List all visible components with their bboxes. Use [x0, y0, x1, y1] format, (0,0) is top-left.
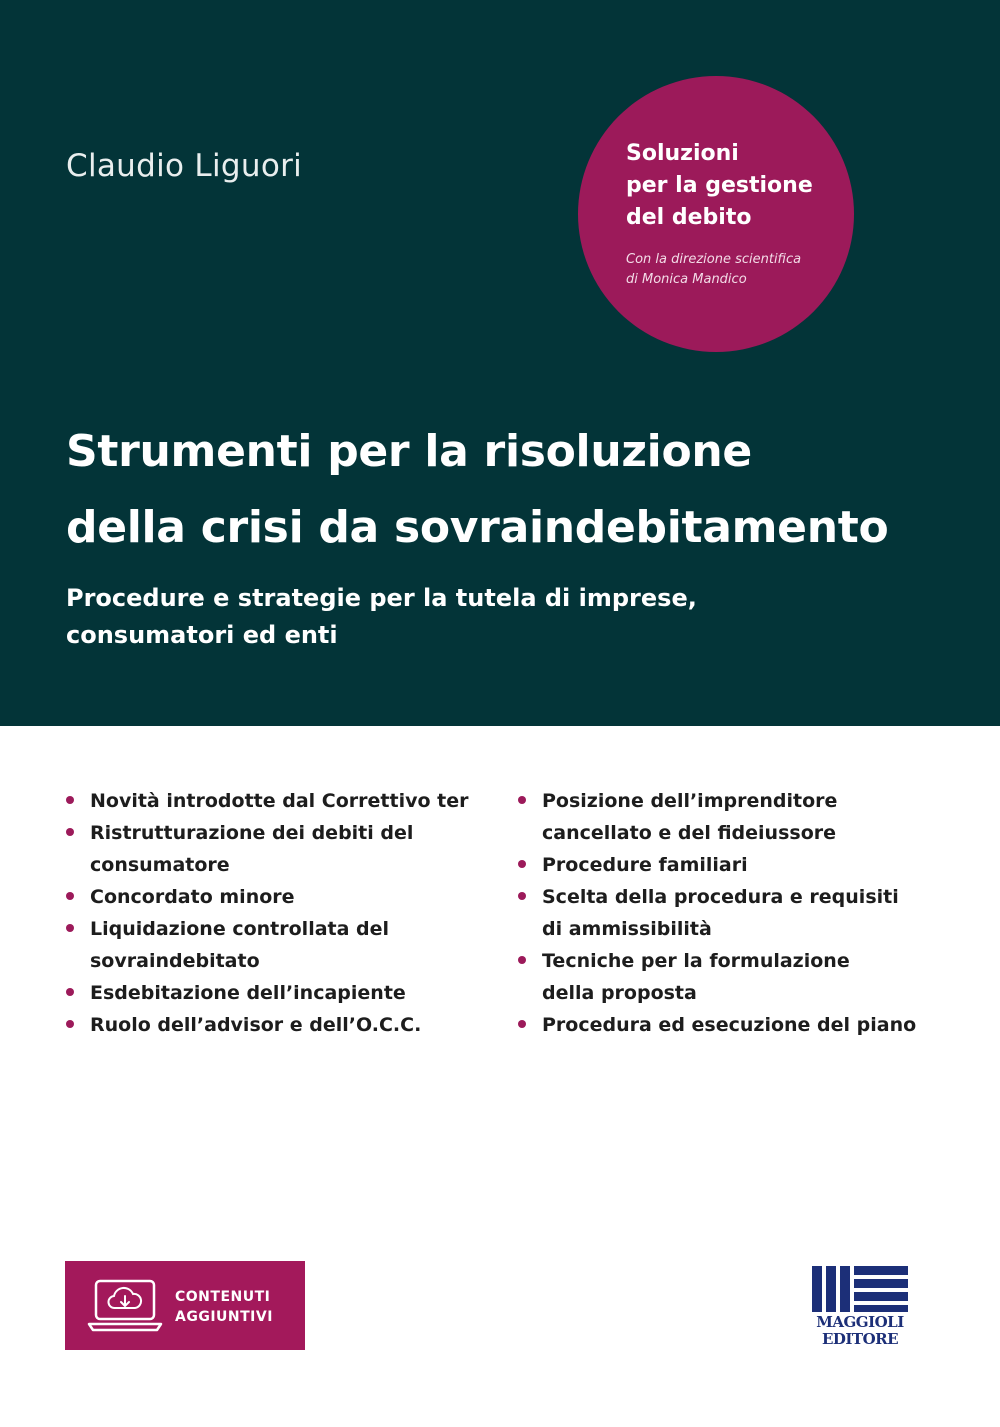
- series-direction-note: [626, 250, 846, 290]
- topic-line: Esdebitazione dell’incapiente: [90, 982, 406, 1004]
- bullet-dot-icon: [66, 892, 74, 900]
- publisher-name-line: MAGGIOLI: [816, 1313, 904, 1331]
- bullet-dot-icon: [518, 1020, 526, 1028]
- series-title-line: Soluzioni: [626, 141, 739, 166]
- book-title-line: Strumenti per la risoluzione: [66, 426, 752, 477]
- topic-item: [64, 785, 484, 817]
- topic-item: [64, 817, 484, 881]
- extra-content-badge: [65, 1261, 305, 1350]
- series-note-line: Con la direzione scientifica: [626, 252, 802, 267]
- publisher-logo: [812, 1266, 908, 1350]
- topic-item: [516, 881, 976, 945]
- series-badge: [578, 76, 854, 352]
- topic-line: di ammissibilità: [542, 918, 712, 940]
- topic-item: [516, 785, 976, 849]
- topic-line: Novità introdotte dal Correttivo ter: [90, 790, 469, 812]
- topic-line: cancellato e del fideiussore: [542, 822, 837, 844]
- series-title-line: del debito: [626, 205, 752, 230]
- topic-line: Scelta della procedura e requisiti: [542, 886, 899, 908]
- topic-item: [64, 913, 484, 977]
- topic-line: sovraindebitato: [90, 950, 260, 972]
- author-name: Claudio Liguori: [66, 148, 303, 184]
- series-title: [626, 138, 836, 234]
- topic-line: Tecniche per la formulazione: [542, 950, 850, 972]
- topic-line: Ristrutturazione dei debiti del: [90, 822, 414, 844]
- publisher-name-line: EDITORE: [821, 1330, 899, 1348]
- topic-line: Procedura ed esecuzione del piano: [542, 1014, 917, 1036]
- book-title-line: della crisi da sovraindebitamento: [66, 502, 889, 553]
- topic-item: [64, 1009, 484, 1041]
- bullet-dot-icon: [518, 796, 526, 804]
- topic-line: Procedure familiari: [542, 854, 748, 876]
- topic-item: [64, 881, 484, 913]
- topics-list-left: [64, 785, 484, 1041]
- topic-item: [516, 945, 976, 1009]
- topics-list-right: [516, 785, 976, 1041]
- publisher-logo-mark: [812, 1266, 908, 1312]
- book-subtitle-line: consumatori ed enti: [66, 621, 338, 649]
- bullet-dot-icon: [66, 796, 74, 804]
- topic-line: della proposta: [542, 982, 697, 1004]
- extra-content-label-line: AGGIUNTIVI: [175, 1309, 273, 1325]
- topic-line: Concordato minore: [90, 886, 295, 908]
- bullet-dot-icon: [66, 828, 74, 836]
- topic-item: [64, 977, 484, 1009]
- series-title-line: per la gestione: [626, 173, 813, 198]
- series-note-line: di Monica Mandico: [626, 272, 747, 287]
- topic-line: Ruolo dell’advisor e dell’O.C.C.: [90, 1014, 422, 1036]
- book-subtitle: [66, 580, 966, 654]
- topic-line: Liquidazione controllata del: [90, 918, 390, 940]
- bullet-dot-icon: [518, 892, 526, 900]
- topic-item: [516, 849, 976, 881]
- bullet-dot-icon: [66, 988, 74, 996]
- bullet-dot-icon: [66, 1020, 74, 1028]
- publisher-name: [812, 1314, 908, 1348]
- extra-content-label-line: CONTENUTI: [175, 1289, 271, 1305]
- topic-line: consumatore: [90, 854, 230, 876]
- bullet-dot-icon: [66, 924, 74, 932]
- book-subtitle-line: Procedure e strategie per la tutela di imprese,: [66, 584, 697, 612]
- bullet-dot-icon: [518, 956, 526, 964]
- book-title: [66, 414, 966, 566]
- topic-item: [516, 1009, 976, 1041]
- bullet-dot-icon: [518, 860, 526, 868]
- laptop-download-icon: [87, 1277, 163, 1333]
- topic-line: Posizione dell’imprenditore: [542, 790, 838, 812]
- extra-content-label: [175, 1287, 273, 1327]
